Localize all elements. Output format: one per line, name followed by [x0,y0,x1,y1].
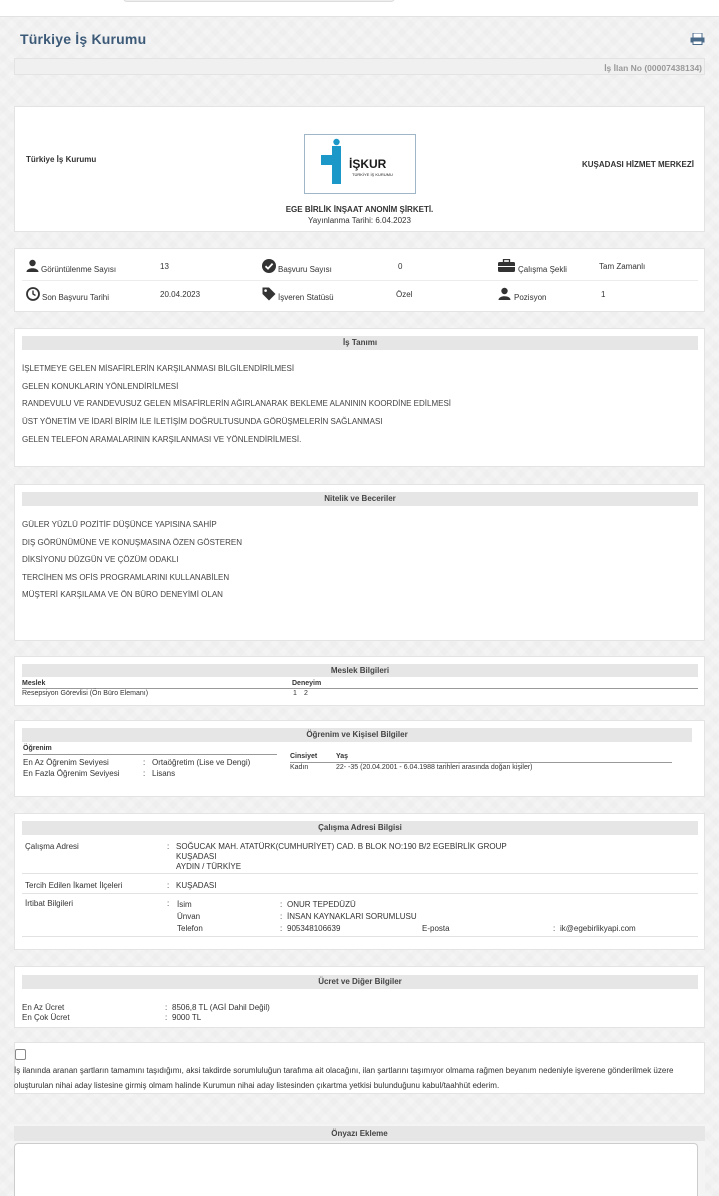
residence-label: Tercih Edilen İkamet İlçeleri [25,881,123,890]
deadline-label: Son Başvuru Tarihi [42,293,109,302]
cover-letter-title: Önyazı Ekleme [14,1126,705,1141]
qualification-line: DIŞ GÖRÜNÜMÜNE VE KONUŞMASINA ÖZEN GÖSTEREN [22,538,243,547]
education-max-value: Lisans [152,769,176,778]
listing-number-bar [14,58,705,75]
job-line: ÜST YÖNETİM VE İDARİ BİRİM İLE İLETİŞİM DOĞRULTUSUNDA GÖRÜŞMELERİN SAĞLANMASI [22,417,383,426]
colon: : [143,769,146,778]
colon: : [165,1013,168,1022]
colon: : [165,1003,168,1012]
contact-title-value: İNSAN KAYNAKLARI SORUMLUSU [287,912,417,921]
education-min-value: Ortaöğretim (Lise ve Dengi) [152,758,251,767]
contact-name-label: İsim [177,900,192,909]
salary-max-value: 9000 TL [172,1013,202,1022]
print-icon[interactable] [690,33,705,45]
logo-text: İŞKUR [349,157,387,171]
qualification-line: GÜLER YÜZLÜ POZİTİF DÜŞÜNCE YAPISINA SAHİP [22,520,217,529]
check-circle-icon [262,259,276,273]
job-description-title: İş Tanımı [22,336,698,350]
employer-left-label: Türkiye İş Kurumu [26,155,97,164]
profession-panel [14,656,705,706]
qualification-line: TERCİHEN MS OFİS PROGRAMLARINI KULLANABİLEN [22,573,230,582]
work-address-line2: KUŞADASI [176,852,217,861]
colon: : [280,900,283,909]
colon: : [167,842,170,851]
job-line: İŞLETMEYE GELEN MİSAFİRLERİN KARŞILANMASI BİLGİLENDİRİLMESİ [22,364,295,373]
work-address-line3: AYDIN / TÜRKİYE [176,862,242,871]
clock-icon [26,287,40,301]
listing-number: İş İlan No (00007438134) [604,63,702,73]
salary-title: Ücret ve Diğer Bilgiler [22,975,698,989]
profession-col-deneyim: Deneyim [292,680,322,687]
salary-min-label: En Az Ücret [22,1003,65,1012]
contact-phone-value[interactable]: 905348106639 [287,924,341,933]
education-title: Öğrenim ve Kişisel Bilgiler [22,728,692,742]
service-office: KUŞADASI HİZMET MERKEZİ [582,160,694,169]
employer-status-value: Özel [396,290,413,299]
qualifications-panel [14,484,705,641]
cover-letter-textarea[interactable] [14,1143,698,1196]
employer-panel [14,106,705,232]
contact-phone-label: Telefon [177,924,203,933]
top-search-field[interactable] [123,0,395,2]
qualification-line: MÜŞTERİ KARŞILAMA VE ÖN BÜRO DENEYİMİ OLAN [22,590,223,599]
stats-panel [14,248,705,312]
profession-value: Resepsiyon Görevlisi (Ön Büro Elemanı) [22,690,149,697]
colon: : [280,912,283,921]
education-panel [14,720,705,797]
salary-panel [14,966,705,1028]
page-title: Türkiye İş Kurumu [20,31,147,47]
age-header: Yaş [336,753,349,760]
applications-value: 0 [398,262,403,271]
contact-title-label: Ünvan [177,912,201,921]
logo-subtext: TÜRKİYE İŞ KURUMU [352,172,393,177]
job-line: GELEN KONUKLARIN YÖNLENDİRİLMESİ [22,382,179,391]
age-value: 22- -35 (20.04.2001 - 6.04.1988 tarihleri arasında doğan kişiler) [336,764,533,771]
colon: : [167,881,170,890]
education-header: Öğrenim [23,745,52,752]
company-name: EGE BİRLİK İNŞAAT ANONİM ŞİRKETİ. [285,205,434,214]
colon: : [553,924,556,933]
gender-value: Kadın [290,764,309,771]
consent-checkbox[interactable] [15,1049,26,1060]
work-type-value: Tam Zamanlı [599,262,646,271]
contact-name-value: ONUR TEPEDÜZÜ [287,900,356,909]
user-icon [26,259,39,272]
briefcase-icon [498,259,515,272]
qualification-line: DİKSİYONU DÜZGÜN VE ÇÖZÜM ODAKLI [22,555,179,564]
qualifications-title: Nitelik ve Beceriler [22,492,698,506]
colon: : [167,899,170,908]
education-min-label: En Az Öğrenim Seviyesi [23,758,109,767]
job-description-panel [14,328,705,467]
salary-min-value: 8506,8 TL (AGİ Dahil Değil) [172,1003,270,1012]
top-bar [0,0,719,17]
positions-label: Pozisyon [514,293,547,302]
address-panel [14,813,705,950]
job-line: GELEN TELEFON ARAMALARININ KARŞILANMASI VE YÖNLENDİRİLMESİ. [22,435,302,444]
person-icon [498,287,511,300]
work-type-label: Çalışma Şekli [518,265,567,274]
job-line: RANDEVULU VE RANDEVUSUZ GELEN MİSAFİRLERİN AĞIRLANARAK BEKLEME ALANININ KOORDİNE EDİLMESİ [22,399,451,408]
tag-icon [262,287,276,301]
contact-label: İrtibat Bilgileri [25,899,74,908]
contact-email-value[interactable]: ik@egebirlikyapi.com [560,924,636,933]
consent-text: İş ilanında aranan şartların tamamını taşıdığımı, aksi takdirde sorumluluğun tarafıma ait olacağını, ilan şartlarını taşımıyor olmama rağmen beyanım nedeniyle işverene gönderilmek üzere oluşturulan nihai aday listesine girmiş olmam halinde Kurumun nihai aday listesinden çıkartma yetkisi bulunduğunu kabul/taahhüt ederim. [14,1066,674,1090]
colon: : [143,758,146,767]
profession-col-meslek: Meslek [22,680,46,687]
work-address-line1: SOĞUCAK MAH. ATATÜRK(CUMHURİYET) CAD. B BLOK NO:190 B/2 EGEBİRLİK GROUP [176,842,507,851]
address-title: Çalışma Adresi Bilgisi [22,821,698,835]
deadline-value: 20.04.2023 [160,290,201,299]
profession-title: Meslek Bilgileri [22,664,698,677]
experience-max: 2 [304,690,308,697]
work-address-label: Çalışma Adresi [25,842,79,851]
residence-value: KUŞADASI [176,881,217,890]
positions-value: 1 [601,290,606,299]
views-label: Görüntülenme Sayısı [41,265,117,274]
salary-max-label: En Çok Ücret [22,1013,70,1022]
education-max-label: En Fazla Öğrenim Seviyesi [23,769,120,778]
applications-label: Başvuru Sayısı [278,265,332,274]
contact-email-label: E-posta [422,924,450,933]
colon: : [280,924,283,933]
iskur-logo [304,134,416,194]
experience-min: 1 [293,690,297,697]
views-value: 13 [160,262,169,271]
gender-header: Cinsiyet [290,753,318,760]
publish-date: Yayınlanma Tarihi: 6.04.2023 [308,216,411,225]
employer-status-label: İşveren Statüsü [278,293,334,302]
